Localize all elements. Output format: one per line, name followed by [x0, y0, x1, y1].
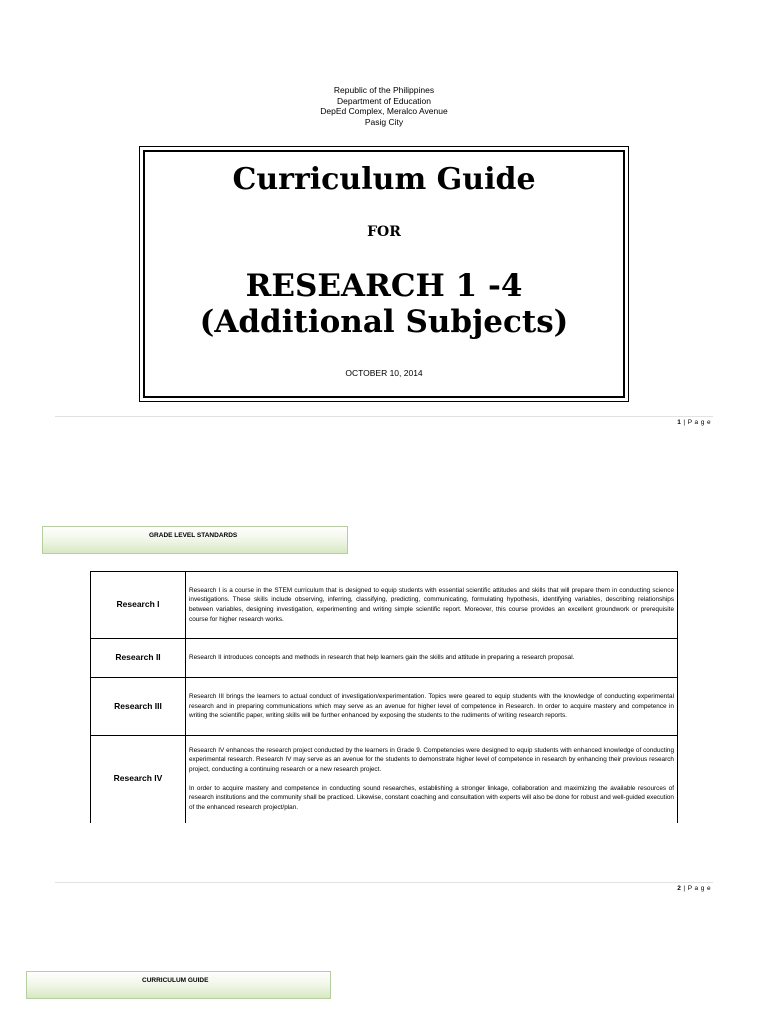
research-level-label: Research II [91, 639, 186, 678]
page-2-footer-rule [55, 882, 713, 883]
research-level-label: Research IV [91, 736, 186, 823]
curriculum-guide-banner-title: CURRICULUM GUIDE [142, 977, 209, 984]
research-level-description: Research I is a course in the STEM curriculum that is designed to equip students with essential scientific attitudes and skills that will prepare them in conducting science investigations. These skills include observing, inferring, classifying, predicting, communicating, formulating hypothesis, identifying variables, describing relationships between variables, designing investigation, experimenting and writing simple scientific report. Moreover, this course provides an excellent groundwork or prerequisite course for higher research works. [186, 572, 678, 639]
header-line-complex: DepEd Complex, Meralco Avenue [320, 106, 448, 116]
page-2-label: P a g e [687, 885, 711, 892]
document-title: Curriculum Guide [232, 162, 536, 197]
page-1-label: P a g e [687, 419, 711, 426]
page-2-number-value: 2 [677, 885, 682, 892]
research-level-description: Research IV enhances the research project conducted by the learners in Grade 9. Competencies were designed to equip students with enhanced knowledge of conducting experimental research. Research IV may serve as an avenue for the students to demonstrate higher level of competence in research by enhancing their previous research project, conducting a continuing research or a new research project. In order to acquire mastery and competence in conducting sound researches, establishing a stronger linkage, collaboration and maximizing the available resources of research institutions and the community shall be practiced. Likewise, constant coaching and consultation with experts will also be done for robust and well-guided execution of the enhanced research project/plan. [186, 736, 678, 823]
table-row [91, 678, 678, 736]
research-level-description: Research III brings the learners to actual conduct of investigation/experimentation. Topics were geared to equip students with the knowledge of conducting experimental research and in preparing communications which may serve as an avenue for higher level of competence in Research. In order to acquire mastery and competence in writing the scientific paper, writing skills will be further enhanced by exposing the students to the rudiments of writing research reports. [186, 678, 678, 736]
subject-title-line1: RESEARCH 1 -4 [245, 268, 523, 304]
grade-level-standards-table [90, 571, 678, 823]
page-1-number-value: 1 [677, 419, 682, 426]
grade-level-standards-banner [42, 526, 348, 554]
page-1-number: 1 | P a g e [677, 419, 711, 426]
subject-title [0, 268, 768, 340]
header-line-department: Department of Education [336, 95, 432, 106]
table-row [91, 736, 678, 823]
research-level-label: Research III [91, 678, 186, 736]
research-level-label: Research I [91, 572, 186, 639]
research-level-description: Research II introduces concepts and methods in research that help learners gain the skills and attitude in preparing a research proposal. [186, 639, 678, 678]
page-1-footer-rule [55, 416, 713, 417]
table-row [91, 639, 678, 678]
document-date: OCTOBER 10, 2014 [345, 368, 423, 378]
page-2-number: 2 | P a g e [677, 885, 711, 892]
header-line-republic: Republic of the Philippines [333, 85, 435, 95]
title-for: FOR [367, 224, 401, 240]
curriculum-guide-banner [26, 971, 331, 999]
grade-level-standards-title: GRADE LEVEL STANDARDS [149, 532, 238, 539]
header-line-city: Pasig City [364, 116, 404, 127]
subject-title-line2: (Additional Subjects) [199, 304, 569, 340]
document-header [0, 85, 768, 127]
table-row [91, 572, 678, 639]
